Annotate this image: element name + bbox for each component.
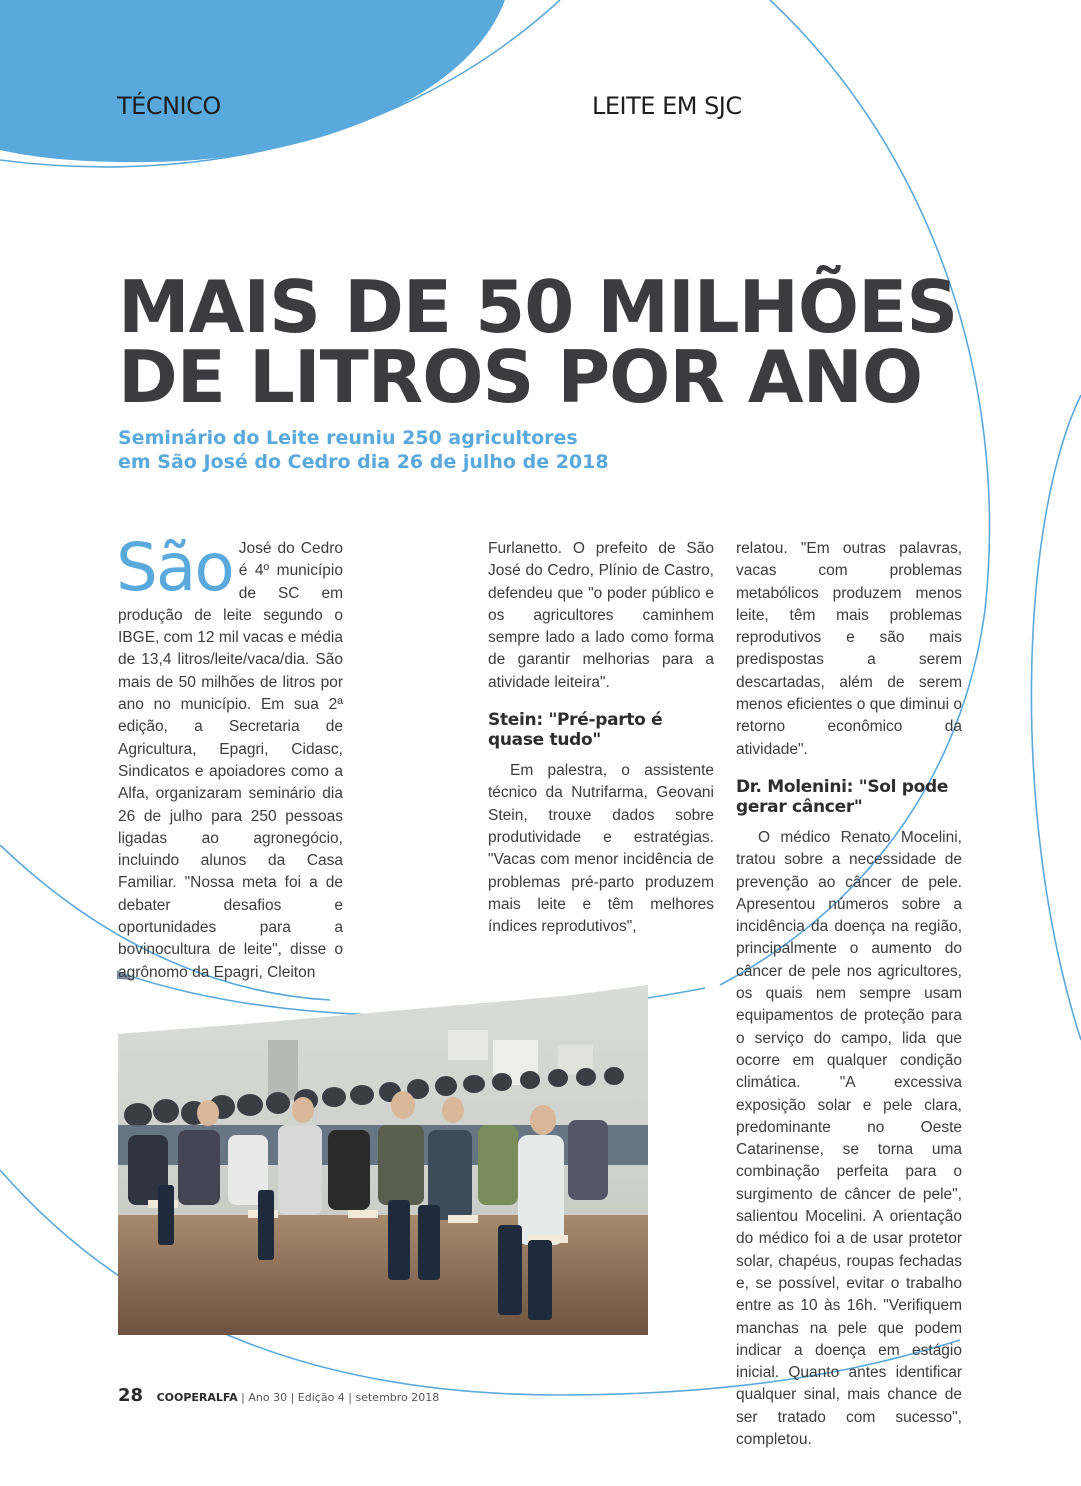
subheading-stein: Stein: "Pré-parto é quase tudo" xyxy=(488,710,663,751)
footer-details: | Ano 30 | Edição 4 | setembro 2018 xyxy=(241,1391,440,1404)
seminar-audience-photo xyxy=(118,985,648,1335)
subheading-molenini: Dr. Molenini: "Sol pode gerar câncer" xyxy=(736,776,949,817)
footer xyxy=(118,1385,439,1406)
topic-label: LEITE EM SJC xyxy=(592,92,742,120)
paragraph: O médico Renato Mocelini, tratou sobre a necessidade de prevenção ao câncer de pele. Apresentou números sobre a incidência da doença na região, principalmente o aumento do câncer de pele nos agricultores, os quais nem sempre usam equipamentos de proteção para o serviço do campo, lida que ocorre em qualquer condição climática. "A excessiva exposição solar e pele clara, predominante no Oeste Catarinense, se torna uma combinação perfeita para o surgimento de câncer de pele", salientou Mocelini. A orientação do médico foi a de usar protetor solar, chapéus, roupas fechadas e, se possível, evitar o trabalho entre as 10 às 16h. "Verifiquem manchas na pele que podem indicar a doença em estágio inicial. Quanto antes identificar qualquer sinal, mais chance de ser tratado com sucesso", completou. xyxy=(736,828,962,1448)
paragraph: José do Cedro é 4º município de SC em produção de leite segundo o IBGE, com 12 mil vacas e média de 13,4 litros/leite/vaca/dia. São mais de 50 milhões de litros por ano no município. Em sua 2ª edição, a Secretaria de Agricultura, Epagri, Cidasc, Sindicatos e apoiadores como a Alfa, organizaram seminário dia 26 de julho para 250 pessoas ligadas ao agronegócio, incluindo alunos da Casa Familiar. "Nossa meta foi a de debater desafios e oportunidades para a bovinocultura de leite", disse o agrônomo da Epagri, Cleiton xyxy=(118,540,343,981)
subtitle xyxy=(118,426,718,474)
footer-brand: COOPERALFA xyxy=(156,1391,238,1404)
paragraph: relatou. "Em outras palavras, vacas com problemas metabólicos produzem menos leite, têm mais problemas reprodutivos e são mais predispostas a serem descartadas, além de serem menos eficientes o que diminui o retorno econômico da atividade". xyxy=(736,540,962,758)
section-label: TÉCNICO xyxy=(117,92,221,120)
drop-cap: São xyxy=(116,529,233,606)
headline xyxy=(118,265,978,419)
article-column-2 xyxy=(488,538,714,938)
article-column-3 xyxy=(736,538,962,1451)
top-blue-blob xyxy=(0,0,505,162)
paragraph: Furlanetto. O prefeito de São José do Cedro, Plínio de Castro, defendeu que "o poder público e os agricultores caminhem sempre lado a lado como forma de garantir melhorias para a atividade leiteira". xyxy=(488,540,714,691)
paragraph: Em palestra, o assistente técnico da Nutrifarma, Geovani Stein, trouxe dados sobre produtividade e estratégias. "Vacas com menor incidência de problemas pré-parto produzem mais leite e têm melhores índices reprodutivos", xyxy=(488,762,714,936)
subtitle-line-1: Seminário do Leite reuniu 250 agricultores xyxy=(118,427,578,449)
right-edge-arc xyxy=(1031,395,1081,1040)
article-column-1 xyxy=(116,529,343,984)
page-number: 28 xyxy=(118,1385,144,1406)
headline-line-2: DE LITROS POR ANO xyxy=(118,335,923,419)
subtitle-line-2: em São José do Cedro dia 26 de julho de 2018 xyxy=(118,451,609,473)
headline-line-1: MAIS DE 50 MILHÕES xyxy=(118,265,958,349)
audience-illustration xyxy=(118,985,648,1335)
